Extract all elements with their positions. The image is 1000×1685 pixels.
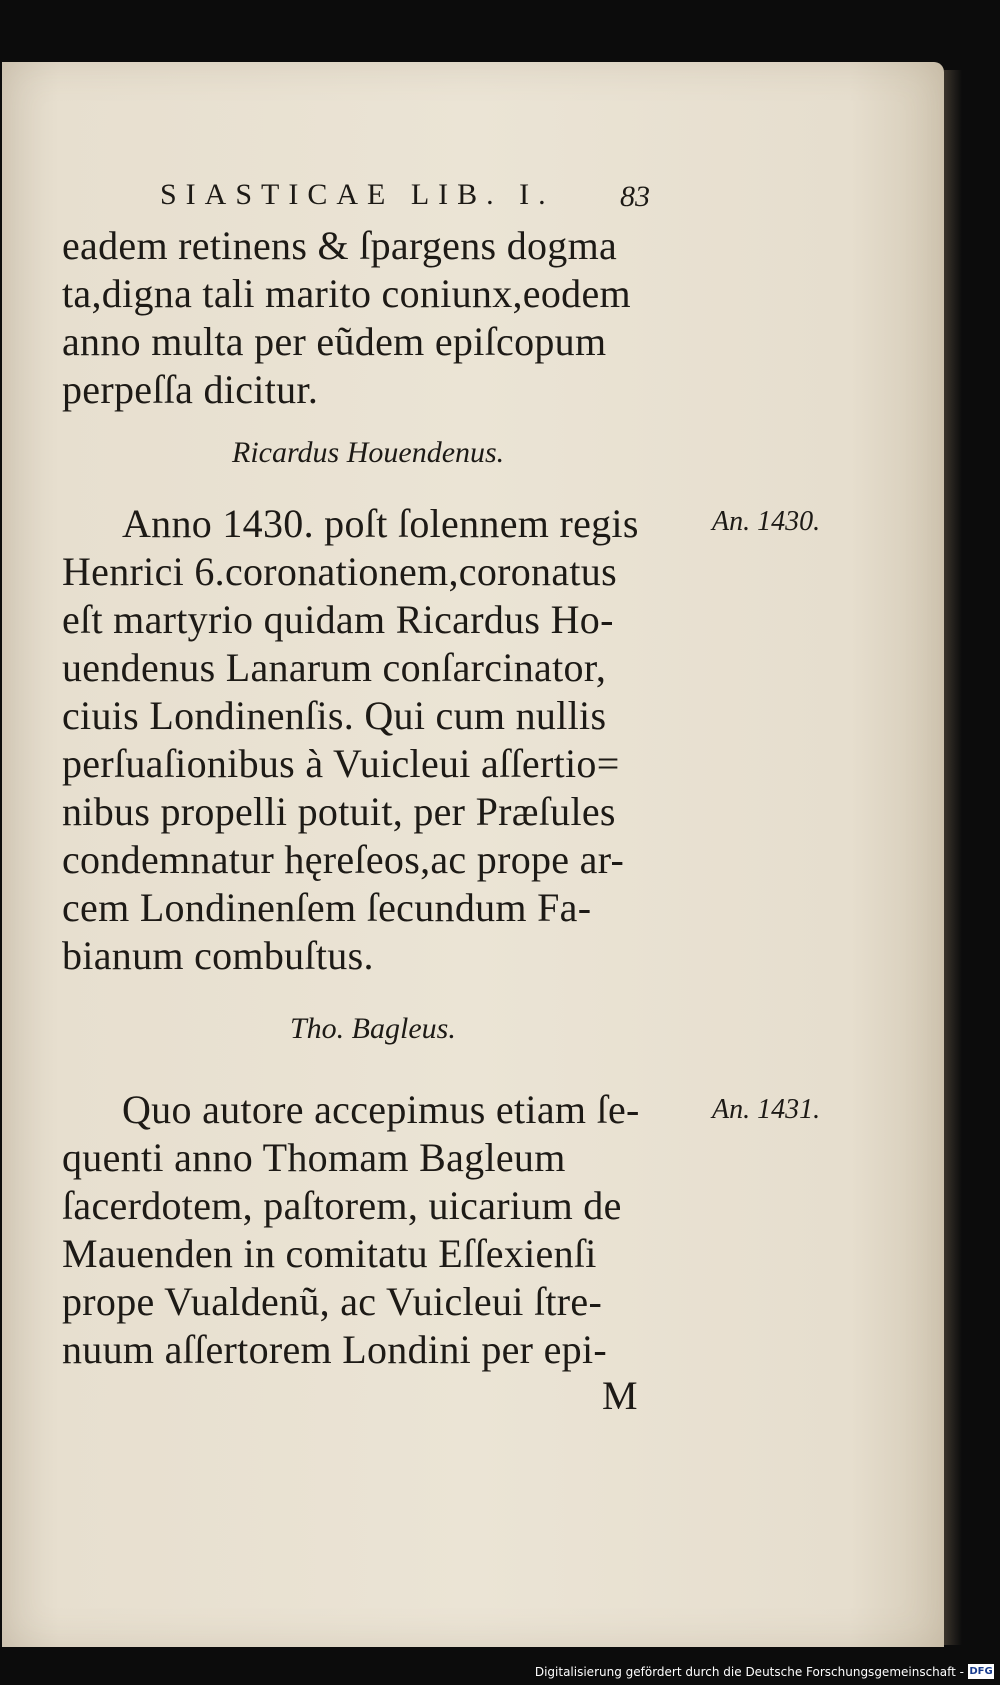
text-line: eadem retinens & ſpargens dogma	[62, 223, 618, 268]
marginal-note-1431: An. 1431.	[712, 1094, 821, 1125]
funding-credit: Digitalisierung gefördert durch die Deutsche Forschungsgemeinschaft -	[534, 1665, 964, 1679]
text-line: anno multa per eũdem epiſcopum	[62, 319, 607, 364]
text-line: condemnatur hęreſeos,ac prope ar-	[62, 837, 625, 882]
text-line: uendenus Lanarum conſarcinator,	[62, 645, 607, 690]
dfg-logo: DFG	[969, 1666, 993, 1677]
text-line: ciuis Londinenſis. Qui cum nullis	[62, 693, 607, 738]
text-line: perpeſſa dicitur.	[62, 367, 319, 412]
text-line: cem Londinenſem ſecundum Fa-	[62, 885, 592, 930]
page-edge-shadow	[944, 70, 962, 1645]
signature-mark: M	[602, 1373, 638, 1418]
section-heading-houendenus: Ricardus Houendenus.	[232, 436, 505, 469]
text-line: bianum combuſtus.	[62, 933, 374, 978]
text-line: nibus propelli potuit, per Præſules	[62, 789, 616, 834]
text-line: prope Vualdenũ, ac Vuicleui ſtre-	[62, 1279, 603, 1324]
text-line: ta,digna tali marito coniunx,eodem	[62, 271, 631, 316]
text-line: Anno 1430. poſt ſolennem regis	[122, 501, 639, 546]
running-head: SIASTICAE LIB. I.	[160, 178, 555, 211]
text-line: ſacerdotem, paſtorem, uicarium de	[62, 1183, 622, 1228]
text-line: eſt martyrio quidam Ricardus Ho-	[62, 597, 614, 642]
section-heading-bagleus: Tho. Bagleus.	[290, 1012, 456, 1045]
page-number: 83	[620, 180, 650, 213]
text-line: Quo autore accepimus etiam ſe-	[122, 1087, 640, 1132]
text-line: nuum aſſertorem Londini per epi-	[62, 1327, 607, 1372]
text-line: Henrici 6.coronationem,coronatus	[62, 549, 617, 594]
text-line: Mauenden in comitatu Eſſexienſi	[62, 1231, 597, 1276]
text-line: quenti anno Thomam Bagleum	[62, 1135, 566, 1180]
marginal-note-1430: An. 1430.	[712, 506, 821, 537]
text-line: perſuaſionibus à Vuicleui aſſertio=	[62, 741, 620, 786]
